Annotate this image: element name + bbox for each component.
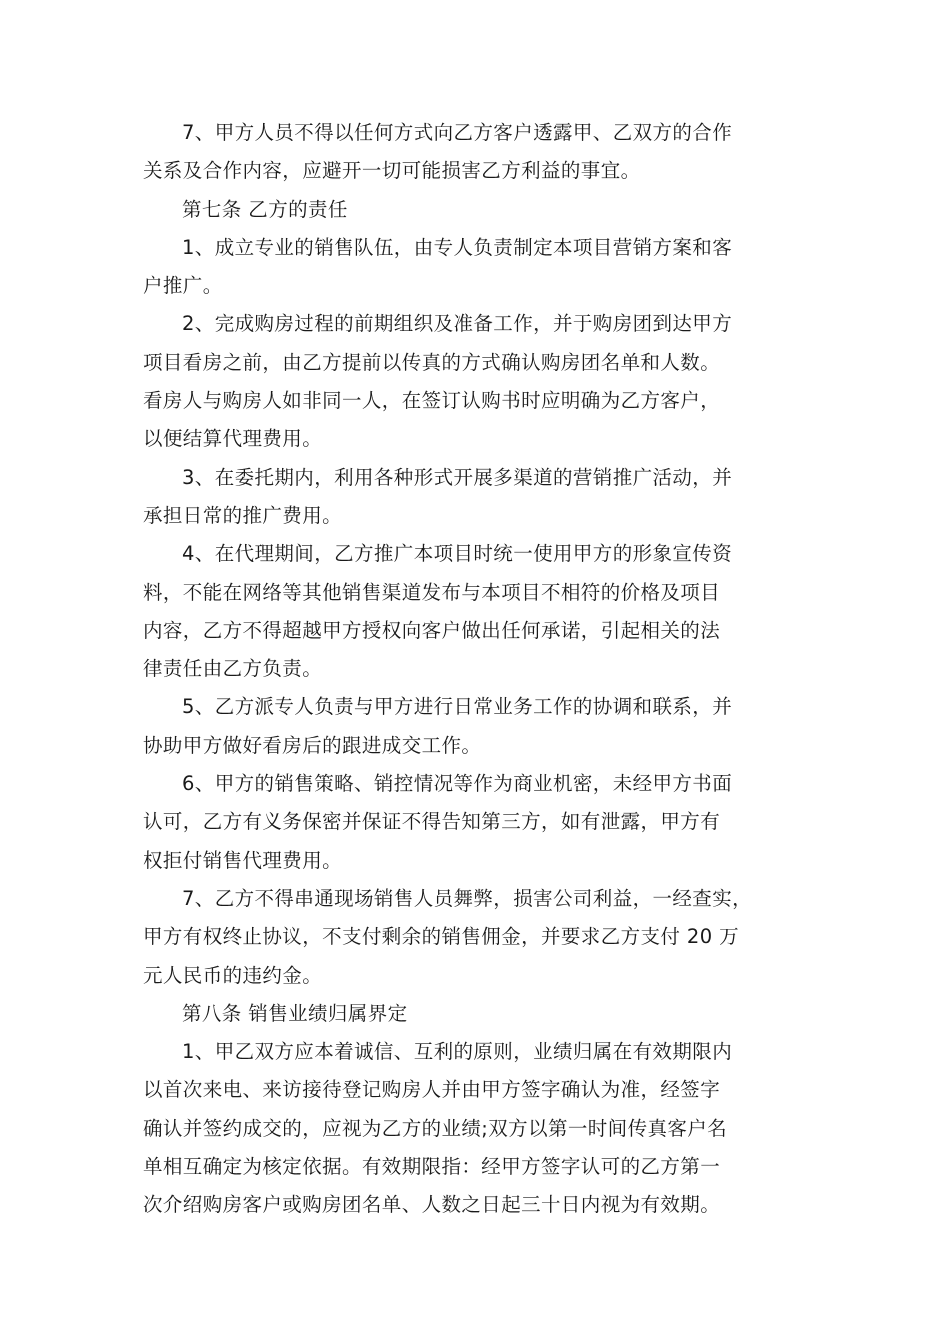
paragraph-clause-3	[143, 459, 815, 536]
text-line: 以首次来电、来访接待登记购房人并由甲方签字确认为准，经签字	[143, 1078, 721, 1102]
text-line: 7、乙方不得串通现场销售人员舞弊，损害公司利益，一经查实，	[182, 886, 753, 910]
text-line: 第七条 乙方的责任	[182, 197, 348, 221]
text-line: 律责任由乙方负责。	[143, 657, 323, 681]
text-line: 3、在委托期内，利用各种形式开展多渠道的营销推广活动，并	[182, 465, 733, 489]
text-line: 承担日常的推广费用。	[143, 503, 343, 527]
paragraph-clause-7-party-b	[143, 880, 815, 995]
text-line: 甲方有权终止协议，不支付剩余的销售佣金，并要求乙方支付 20 万	[143, 925, 740, 949]
text-line: 5、乙方派专人负责与甲方进行日常业务工作的协调和联系，并	[182, 695, 733, 719]
text-line: 2、完成购房过程的前期组织及准备工作，并于购房团到达甲方	[182, 312, 733, 336]
paragraph-clause-2	[143, 305, 815, 458]
article-8-heading	[143, 995, 815, 1033]
article-7-heading	[143, 191, 815, 229]
text-line: 元人民币的违约金。	[143, 963, 323, 987]
document-body	[143, 114, 815, 1225]
text-line: 认可，乙方有义务保密并保证不得告知第三方，如有泄露，甲方有	[143, 810, 721, 834]
text-line: 7、甲方人员不得以任何方式向乙方客户透露甲、乙双方的合作	[182, 121, 733, 144]
text-line: 以便结算代理费用。	[143, 427, 323, 451]
paragraph-clause-5	[143, 688, 815, 765]
paragraph-clause-7-party-a	[143, 114, 815, 191]
text-line: 确认并签约成交的，应视为乙方的业绩;双方以第一时间传真客户名	[143, 1116, 728, 1140]
paragraph-clause-4	[143, 535, 815, 688]
paragraph-clause-6	[143, 765, 815, 880]
text-line: 项目看房之前，由乙方提前以传真的方式确认购房团名单和人数。	[143, 350, 721, 374]
text-line: 4、在代理期间，乙方推广本项目时统一使用甲方的形象宣传资	[182, 542, 733, 566]
text-line: 看房人与购房人如非同一人，在签订认购书时应明确为乙方客户，	[143, 389, 721, 413]
text-line: 单相互确定为核定依据。有效期限指：经甲方签字认可的乙方第一	[143, 1155, 721, 1179]
text-line: 内容，乙方不得超越甲方授权向客户做出任何承诺，引起相关的法	[143, 618, 721, 642]
paragraph-clause-1	[143, 229, 815, 306]
text-line: 6、甲方的销售策略、销控情况等作为商业机密，未经甲方书面	[182, 772, 733, 796]
text-line: 户推广。	[143, 274, 223, 298]
text-line: 第八条 销售业绩归属界定	[182, 1001, 408, 1025]
text-line: 权拒付销售代理费用。	[143, 848, 343, 872]
text-line: 次介绍购房客户或购房团名单、人数之日起三十日内视为有效期。	[143, 1193, 721, 1217]
text-line: 1、甲乙双方应本着诚信、互利的原则，业绩归属在有效期限内	[182, 1040, 733, 1064]
text-line: 协助甲方做好看房后的跟进成交工作。	[143, 733, 482, 757]
text-line: 1、成立专业的销售队伍，由专人负责制定本项目营销方案和客	[182, 235, 733, 259]
text-line: 关系及合作内容，应避开一切可能损害乙方利益的事宜。	[143, 159, 641, 183]
paragraph-article-8-clause-1	[143, 1033, 815, 1224]
text-line: 料，不能在网络等其他销售渠道发布与本项目不相符的价格及项目	[143, 580, 721, 604]
